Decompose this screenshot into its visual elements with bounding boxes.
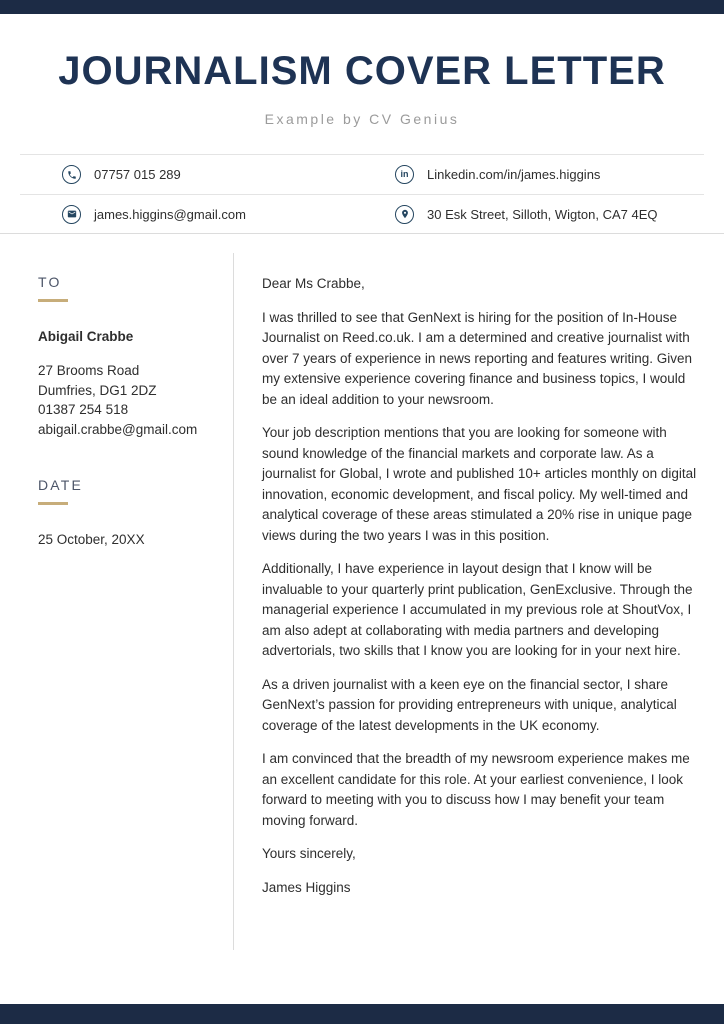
contact-row [20,155,704,194]
letter-paragraph: I am convinced that the breadth of my newsroom experience makes me an excellent candidate for this role. At your earliest convenience, I look forward to meeting with you to discuss how I may benefit your team moving forward. [262,751,690,828]
letter-text [234,253,724,950]
contact-linkedin-value: Linkedin.com/in/james.higgins [427,167,601,182]
header-divider [0,233,724,234]
contact-address [371,195,704,233]
to-heading: TO [38,274,62,290]
contact-phone [20,155,371,194]
letter-paragraph: I was thrilled to see that GenNext is hiring for the position of In-House Journalist on Reed.co.uk. I am a determined and creative journalist with over 7 years of experience in news reporting and features writing. Given my extensive experience covering finance and business topics, I would be an ideal addition to your newsroom. [262,309,692,407]
letter-paragraph: As a driven journalist with a keen eye on the financial sector, I share GenNext’s passion for providing entrepreneurs with unique, analytical coverage of the latest developments in the UK economy. [262,676,677,733]
letter-paragraph: Your job description mentions that you are looking for someone with sound knowledge of the financial markets and corporate law. As a journalist for Global, I wrote and published 10+ articles monthly on digital innovation, economic development, and fiscal policy. My well-timed and analytical coverage of these areas stimulated a 20% rise in unique page views during the two years I was in this position. [262,425,697,543]
closing: Yours sincerely, [262,846,356,861]
linkedin-glyph: in [400,169,409,179]
date-value: 25 October, 20XX [38,532,145,547]
recipient-address-line2: Dumfries, DG1 2DZ [38,382,157,398]
bottom-accent-bar [0,1004,724,1024]
recipient-phone: 01387 254 518 [38,402,129,417]
contact-email [20,195,371,233]
letter-paragraph: Additionally, I have experience in layout design that I know will be invaluable to your quarterly print publication, GenExclusive. Through the managerial experience I accumulated in my previous role at ShoutVox, I am also adept at collaborating with media partners and developing advertorials, two skills that I know you are looking for in your next hire. [262,561,693,658]
recipient-details [38,361,213,439]
salutation: Dear Ms Crabbe, [262,276,365,291]
recipient-address-line1: 27 Brooms Road [38,363,140,378]
signature-name: James Higgins [262,879,351,895]
sidebar [0,253,234,950]
date-heading-rule [38,502,68,505]
map-pin-icon [395,205,414,224]
top-accent-bar [0,0,724,14]
contact-phone-value: 07757 015 289 [94,167,181,182]
linkedin-icon [395,165,414,184]
phone-icon [62,165,81,184]
date-heading: DATE [38,477,84,493]
contact-rows [20,154,704,233]
page-title: JOURNALISM COVER LETTER [58,49,666,93]
recipient-email: abigail.crabbe@gmail.com [38,421,198,437]
recipient-name: Abigail Crabbe [38,329,134,344]
contact-row [20,194,704,233]
contact-address-value: 30 Esk Street, Silloth, Wigton, CA7 4EQ [427,206,658,222]
letter-body [0,253,724,950]
contact-email-value: james.higgins@gmail.com [94,206,246,222]
envelope-icon [62,205,81,224]
to-heading-rule [38,299,68,302]
page-subtitle: Example by CV Genius [264,111,460,127]
contact-linkedin [371,155,704,194]
contact-section [0,154,724,234]
